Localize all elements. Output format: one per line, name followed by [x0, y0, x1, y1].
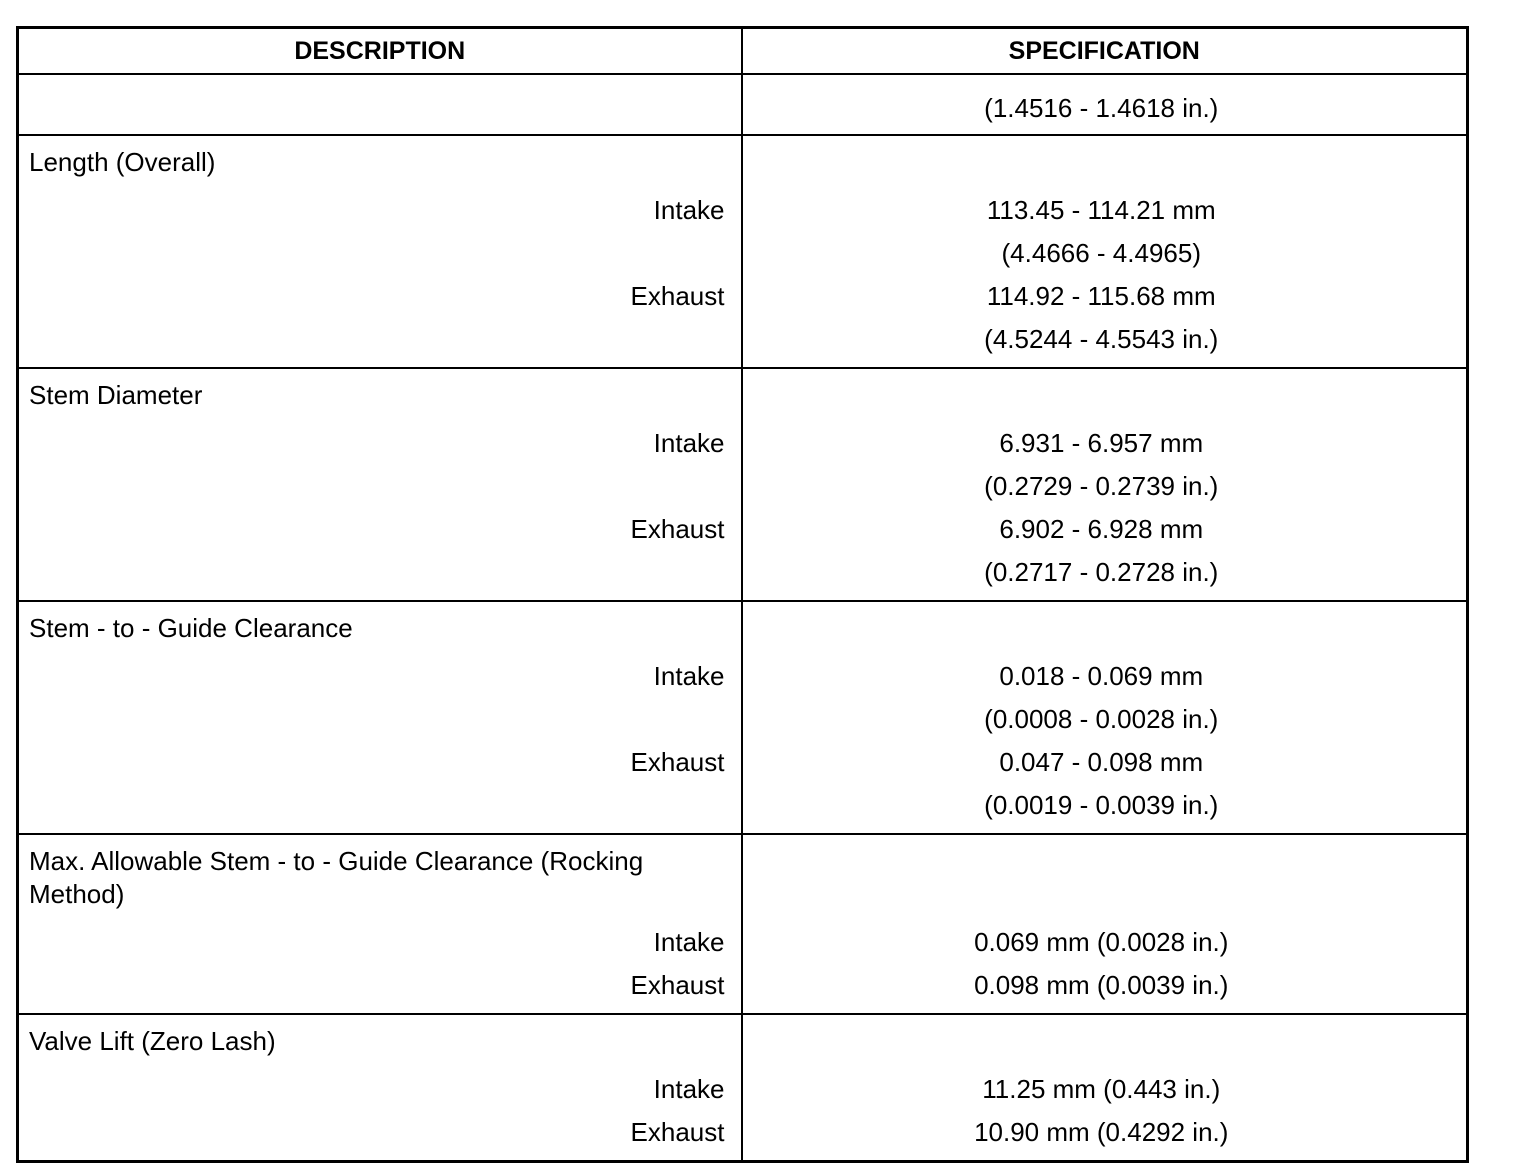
- description-cell: [18, 135, 742, 368]
- subitem-label: Intake: [653, 195, 725, 225]
- spec-value: 11.25 mm (0.443 in.): [982, 1074, 1221, 1104]
- spec-value: (0.2729 - 0.2739 in.): [984, 471, 1219, 501]
- spec-value: (4.5244 - 4.5543 in.): [984, 324, 1219, 354]
- subitem-label: Intake: [653, 428, 725, 458]
- specification-cell: [742, 601, 1468, 834]
- subitem-label: Exhaust: [630, 514, 725, 544]
- spec-value: (1.4516 - 1.4618 in.): [984, 93, 1219, 123]
- spec-value: 6.902 - 6.928 mm: [999, 514, 1204, 544]
- spec-value: 114.92 - 115.68 mm: [986, 281, 1216, 311]
- spec-value: 6.931 - 6.957 mm: [999, 428, 1204, 458]
- section-title: Length (Overall): [29, 147, 216, 177]
- specification-table: [16, 26, 1469, 1163]
- section-title: Max. Allowable Stem - to - Guide Clearance (Rocking Method): [29, 846, 644, 909]
- specification-cell: [742, 74, 1468, 135]
- description-cell: [18, 74, 742, 135]
- subitem-label: Exhaust: [630, 747, 725, 777]
- description-cell: [18, 368, 742, 601]
- subitem-label: Exhaust: [630, 970, 725, 1000]
- subitem-label: Intake: [653, 927, 725, 957]
- specification-cell: [742, 135, 1468, 368]
- spec-value: (0.2717 - 0.2728 in.): [984, 557, 1219, 587]
- specification-cell: [742, 1014, 1468, 1162]
- subitem-label: Intake: [653, 661, 725, 691]
- spec-value: 0.069 mm (0.0028 in.): [974, 927, 1229, 957]
- section-title: Stem - to - Guide Clearance: [29, 613, 353, 643]
- specification-header: SPECIFICATION: [742, 28, 1468, 75]
- subitem-label: Intake: [653, 1074, 725, 1104]
- table-row: [18, 368, 1468, 601]
- description-text: [29, 87, 725, 130]
- specification-cell: [742, 834, 1468, 1014]
- spec-value: 10.90 mm (0.4292 in.): [974, 1117, 1229, 1147]
- specification-cell: [742, 368, 1468, 601]
- description-cell: [18, 1014, 742, 1162]
- table-row: [18, 74, 1468, 135]
- table-row: [18, 601, 1468, 834]
- table-row: [18, 135, 1468, 368]
- section-title: Valve Lift (Zero Lash): [29, 1026, 276, 1056]
- spec-value: 0.018 - 0.069 mm: [999, 661, 1204, 691]
- spec-value: (0.0019 - 0.0039 in.): [984, 790, 1219, 820]
- description-cell: [18, 834, 742, 1014]
- spec-value: 0.098 mm (0.0039 in.): [974, 970, 1229, 1000]
- spec-value: (4.4666 - 4.4965): [1001, 238, 1201, 268]
- description-header: DESCRIPTION: [18, 28, 742, 75]
- description-cell: [18, 601, 742, 834]
- table-row: [18, 834, 1468, 1014]
- table-row: [18, 1014, 1468, 1162]
- subitem-label: Exhaust: [630, 281, 725, 311]
- header-row: [18, 28, 1468, 75]
- spec-value: 0.047 - 0.098 mm: [999, 747, 1204, 777]
- subitem-label: Exhaust: [630, 1117, 725, 1147]
- spec-value: 113.45 - 114.21 mm: [986, 195, 1216, 225]
- spec-value: (0.0008 - 0.0028 in.): [984, 704, 1219, 734]
- section-title: Stem Diameter: [29, 380, 203, 410]
